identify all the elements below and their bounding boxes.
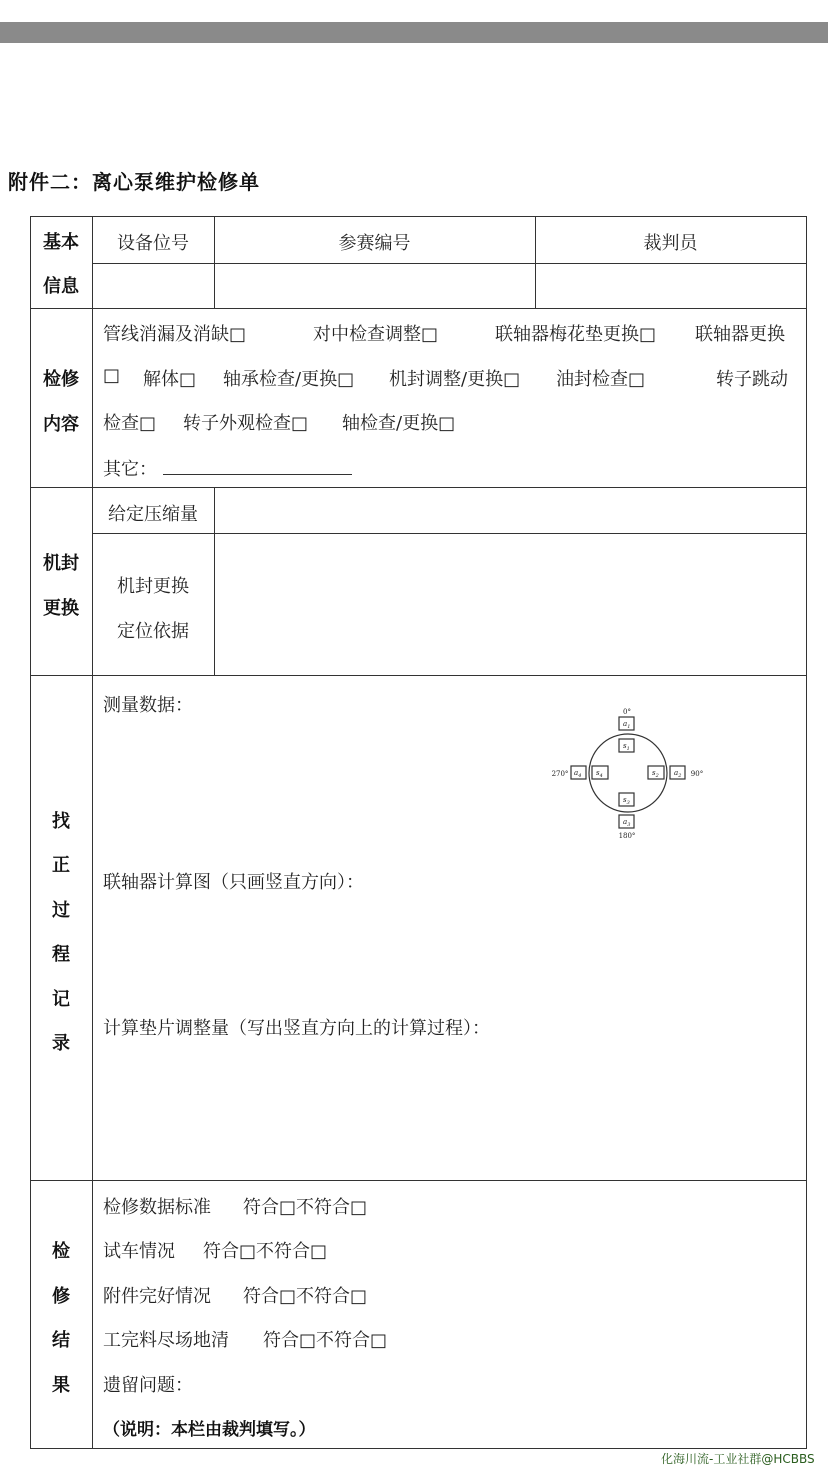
a2-sub: 2 xyxy=(678,773,682,779)
option-plum-pad-replace[interactable]: 联轴器梅花垫更换□ xyxy=(495,324,657,345)
angle-180-label: 180° xyxy=(618,832,636,840)
device-number-header: 设备位号 xyxy=(117,233,189,254)
svg-text:s2 xyxy=(652,769,659,779)
a3-sub: 3 xyxy=(627,822,631,828)
angle-0-label: 0° xyxy=(623,708,631,716)
svg-text:a3 xyxy=(623,818,630,828)
alignment-label-char-1: 找 xyxy=(52,811,70,832)
result-label-char-2: 修 xyxy=(52,1286,70,1307)
alignment-label-char-6: 录 xyxy=(52,1033,70,1054)
s4-sub: 4 xyxy=(599,773,603,779)
alignment-label-char-4: 程 xyxy=(52,944,70,965)
option-rotor-runout[interactable]: 转子跳动 xyxy=(716,369,788,390)
judge-field[interactable] xyxy=(536,264,805,307)
compression-field[interactable] xyxy=(215,488,805,532)
content-label-1: 检修 xyxy=(43,369,79,390)
a4-label: a xyxy=(574,769,579,777)
option-rotor-appearance[interactable]: 转子外观检查□ xyxy=(183,413,309,434)
option-coupling-replace[interactable]: 联轴器更换 xyxy=(695,324,785,345)
basis-label-1: 机封更换 xyxy=(117,576,189,597)
seal-label-2: 更换 xyxy=(43,598,79,619)
content-label-2: 内容 xyxy=(43,414,79,435)
result-row-label: 附件完好情况 xyxy=(103,1286,211,1307)
alignment-diagram xyxy=(540,700,720,845)
svg-text:s4 xyxy=(596,769,603,779)
option-pipeline-leak[interactable]: 管线消漏及消缺□ xyxy=(103,324,247,345)
a1-label: a xyxy=(623,720,628,728)
result-row-label: 工完料尽场地清 xyxy=(103,1330,229,1351)
a4-sub: 4 xyxy=(578,773,582,779)
seal-label-1: 机封 xyxy=(43,553,79,574)
s2-sub: 2 xyxy=(655,773,659,779)
coupling-diagram-label: 联轴器计算图（只画竖直方向）： xyxy=(103,872,364,893)
option-seal-adjust[interactable]: 机封调整/更换□ xyxy=(389,369,521,390)
s3-sub: 3 xyxy=(626,800,630,806)
svg-text:a4 xyxy=(574,769,581,779)
result-label-char-1: 检 xyxy=(52,1241,70,1262)
s4-label: s xyxy=(596,769,600,777)
a2-label: a xyxy=(674,769,679,777)
device-number-field[interactable] xyxy=(93,264,213,307)
svg-text:a2 xyxy=(674,769,681,779)
alignment-label-char-5: 记 xyxy=(52,989,70,1010)
basis-field[interactable] xyxy=(215,534,805,674)
angle-90-label: 90° xyxy=(690,770,704,778)
result-label-char-3: 结 xyxy=(52,1330,70,1351)
a1-sub: 1 xyxy=(627,724,631,730)
alignment-label-char-3: 过 xyxy=(52,900,70,921)
compression-label: 给定压缩量 xyxy=(108,504,198,525)
contestant-number-header: 参赛编号 xyxy=(338,233,411,254)
svg-text:a1 xyxy=(623,720,630,730)
s3-label: s xyxy=(623,796,627,804)
measure-data-label: 测量数据： xyxy=(103,695,193,716)
other-label: 其它： xyxy=(103,459,157,480)
result-label-char-4: 果 xyxy=(52,1375,70,1396)
option-rotor-runout-box[interactable]: 检查□ xyxy=(103,413,157,434)
document-title: 附件二：离心泵维护检修单 xyxy=(8,170,260,194)
option-alignment-check[interactable]: 对中检查调整□ xyxy=(313,324,439,345)
angle-270-label: 270° xyxy=(551,770,569,778)
result-note: （说明：本栏由裁判填写。） xyxy=(103,1420,316,1440)
result-row-options[interactable]: 符合□不符合□ xyxy=(243,1197,368,1218)
alignment-label-char-2: 正 xyxy=(52,855,70,876)
other-input-line[interactable] xyxy=(163,474,352,475)
watermark: 化海川流-工业社群@HCBBS xyxy=(661,1452,815,1466)
top-bar xyxy=(0,22,828,43)
option-oil-seal-check[interactable]: 油封检查□ xyxy=(556,369,646,390)
judge-header: 裁判员 xyxy=(643,233,698,254)
contestant-number-field[interactable] xyxy=(215,264,534,307)
svg-text:s1 xyxy=(623,742,630,752)
option-coupling-replace-box[interactable]: □ xyxy=(103,365,121,386)
basic-info-label-1: 基本 xyxy=(43,232,79,253)
s1-sub: 1 xyxy=(626,746,630,752)
a3-label: a xyxy=(623,818,628,826)
s1-label: s xyxy=(623,742,627,750)
svg-text:s3 xyxy=(623,796,630,806)
result-row-options[interactable]: 符合□不符合□ xyxy=(203,1241,328,1262)
result-row-label: 检修数据标准 xyxy=(103,1197,211,1218)
s2-label: s xyxy=(652,769,656,777)
option-shaft-check[interactable]: 轴检查/更换□ xyxy=(342,413,456,434)
shim-calc-label: 计算垫片调整量（写出竖直方向上的计算过程）： xyxy=(103,1018,490,1039)
option-bearing-check[interactable]: 轴承检查/更换□ xyxy=(223,369,355,390)
result-row-options[interactable]: 符合□不符合□ xyxy=(263,1330,388,1351)
result-row-options[interactable]: 符合□不符合□ xyxy=(243,1286,368,1307)
remaining-issues-label: 遗留问题： xyxy=(103,1375,193,1396)
basis-label-2: 定位依据 xyxy=(117,621,189,642)
result-row-label: 试车情况 xyxy=(103,1241,175,1262)
option-disassembly[interactable]: 解体□ xyxy=(143,369,197,390)
basic-info-label-2: 信息 xyxy=(43,276,79,297)
